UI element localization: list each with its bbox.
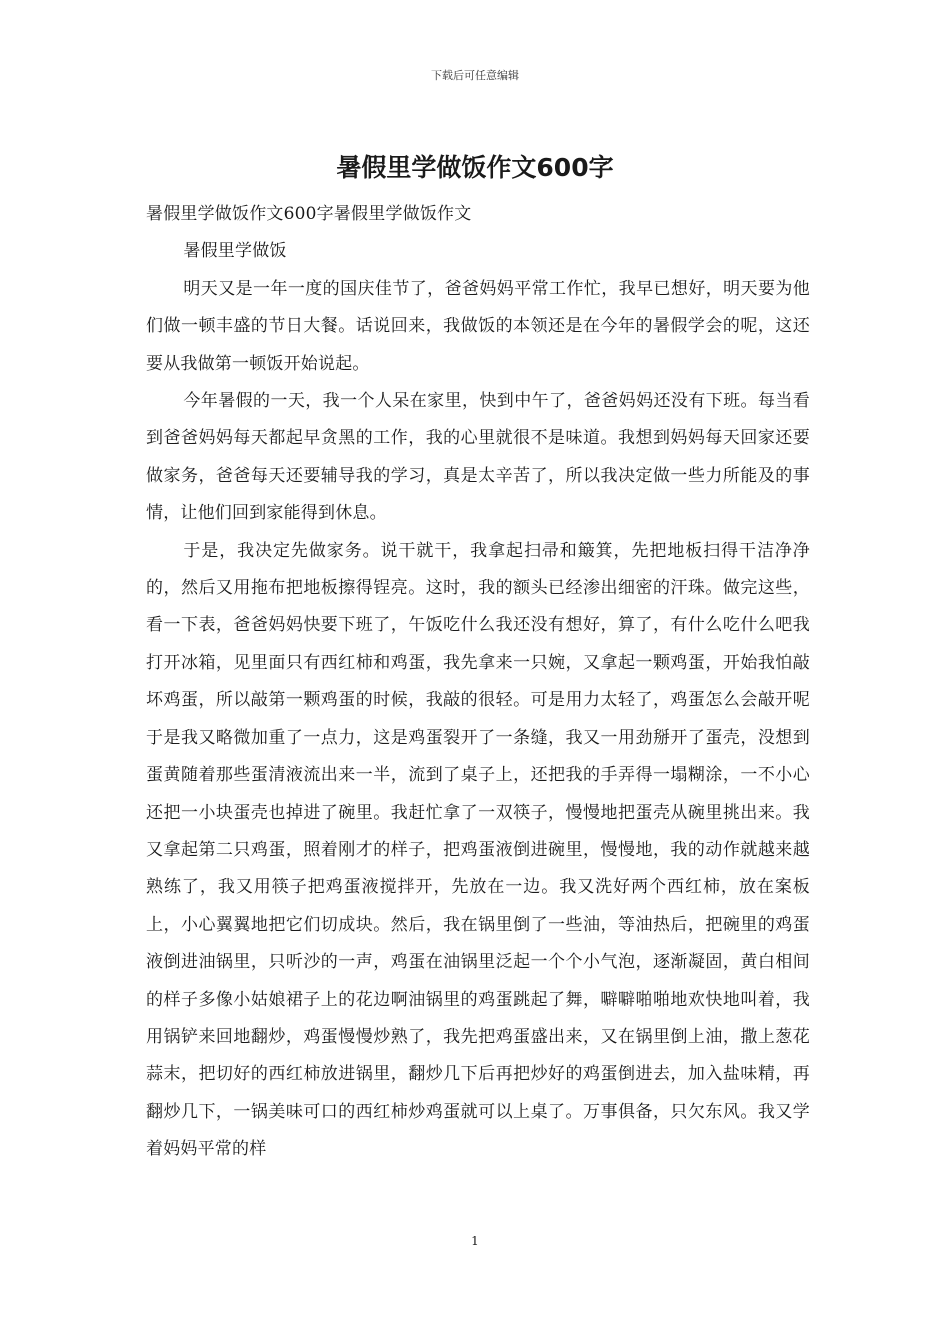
header-note: 下载后可任意编辑 bbox=[431, 69, 519, 82]
paragraph: 今年暑假的一天，我一个人呆在家里，快到中午了，爸爸妈妈还没有下班。每当看到爸爸妈妈每天都起早贪黑的工作，我的心里就很不是味道。我想到妈妈每天回家还要做家务，爸爸每天还要辅导我的学习，真是太辛苦了，所以我决定做一些力所能及的事情，让他们回到家能得到休息。 bbox=[146, 391, 810, 524]
paragraph: 暑假里学做饭 bbox=[183, 241, 287, 262]
document-title: 暑假里学做饭作文600字 bbox=[336, 153, 614, 182]
page-number: 1 bbox=[471, 1234, 479, 1248]
document-body bbox=[146, 196, 810, 1169]
paragraph: 明天又是一年一度的国庆佳节了，爸爸妈妈平常工作忙，我早已想好，明天要为他们做一顿丰盛的节日大餐。话说回来，我做饭的本领还是在今年的暑假学会的呢，这还要从我做第一顿饭开始说起。 bbox=[146, 278, 810, 374]
paragraph: 于是，我决定先做家务。说干就干，我拿起扫帚和簸箕，先把地板扫得干洁净净的，然后又用拖布把地板擦得锃亮。这时，我的额头已经渗出细密的汗珠。做完这些，看一下表，爸爸妈妈快要下班了，午饭吃什么我还没有想好，算了，有什么吃什么吧我打开冰箱，见里面只有西红柿和鸡蛋，我先拿来一只婉，又拿起一颗鸡蛋，开始我怕敲坏鸡蛋，所以敲第一颗鸡蛋的时候，我敲的很轻。可是用力太轻了，鸡蛋怎么会敲开呢于是我又略微加重了一点力，这是鸡蛋裂开了一条缝，我又一用劲掰开了蛋壳，没想到蛋黄随着那些蛋清液流出来一半，流到了桌子上，还把我的手弄得一塌糊涂，一不小心还把一小块蛋壳也掉进了碗里。我赶忙拿了一双筷子，慢慢地把蛋壳从碗里挑出来。我又拿起第二只鸡蛋，照着刚才的样子，把鸡蛋液倒进碗里，慢慢地，我的动作就越来越熟练了，我又用筷子把鸡蛋液搅拌开，先放在一边。我又洗好两个西红柿，放在案板上，小心翼翼地把它们切成块。然后，我在锅里倒了一些油，等油热后，把碗里的鸡蛋液倒进油锅里，只听沙的一声，鸡蛋在油锅里泛起一个个小气泡，逐渐凝固，黄白相间的样子多像小姑娘裙子上的花边啊油锅里的鸡蛋跳起了舞，噼噼啪啪地欢快地叫着，我用锅铲来回地翻炒，鸡蛋慢慢炒熟了，我先把鸡蛋盛出来，又在锅里倒上油，撒上葱花蒜末，把切好的西红柿放进锅里，翻炒几下后再把炒好的鸡蛋倒进去，加入盐味精，再翻炒几下，一锅美味可口的西红柿炒鸡蛋就可以上桌了。万事俱备，只欠东风。我又学着妈妈平常的样 bbox=[146, 540, 810, 1160]
subtitle-line: 暑假里学做饭作文600字暑假里学做饭作文 bbox=[146, 204, 472, 224]
